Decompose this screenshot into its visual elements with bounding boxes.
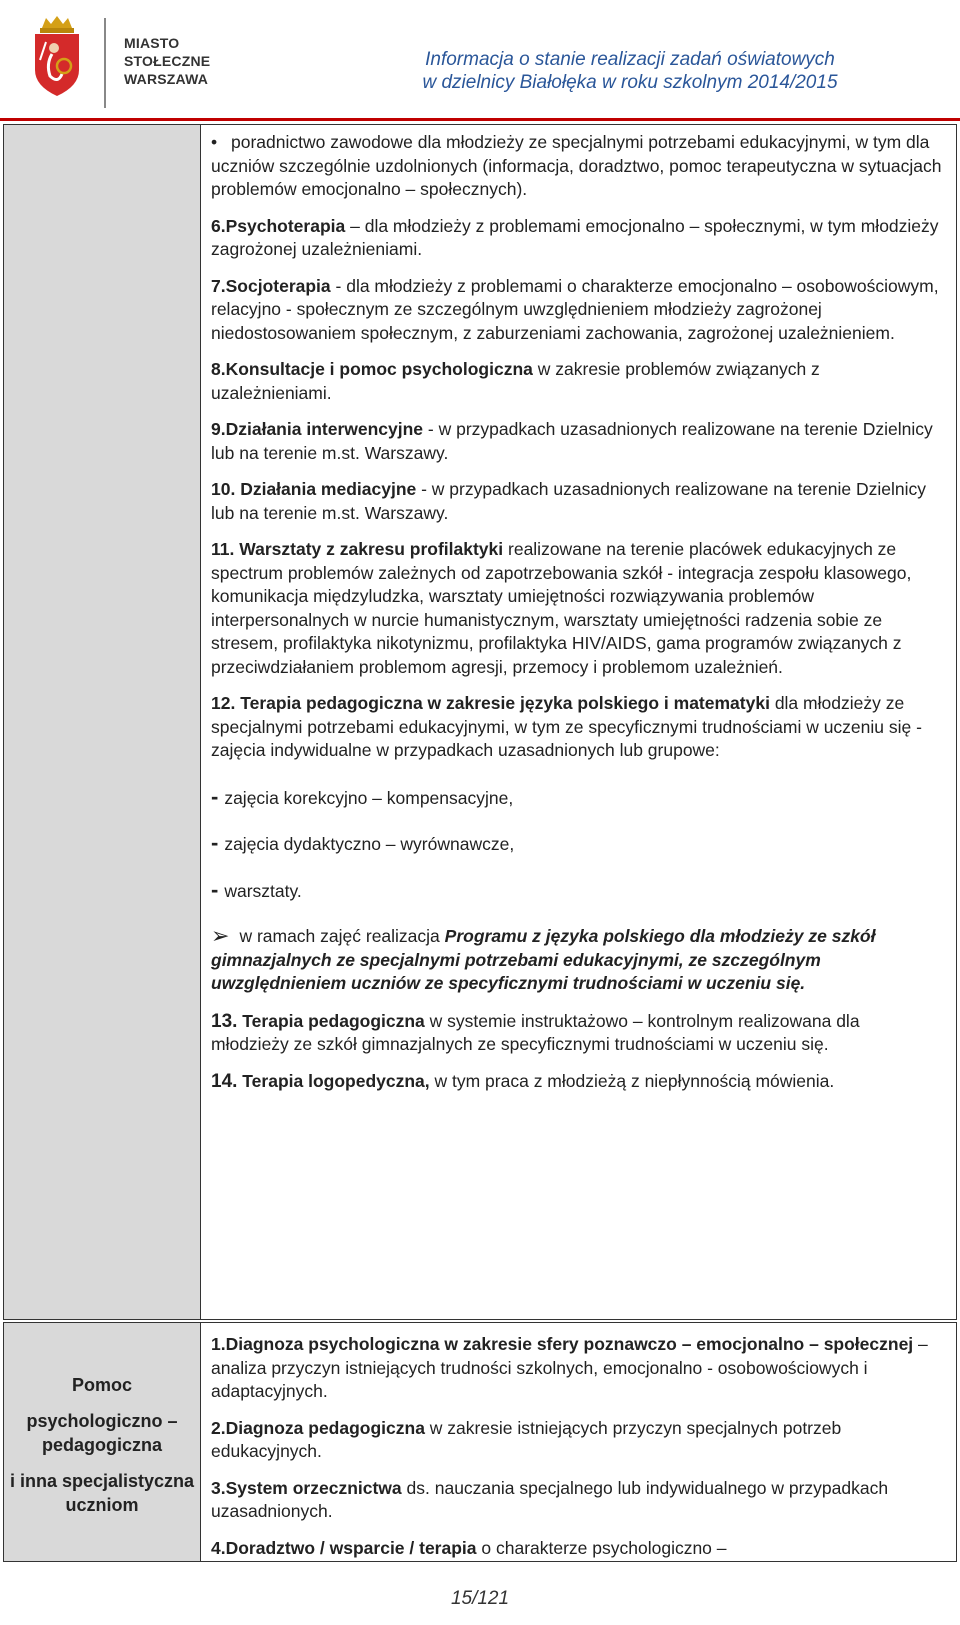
item-text: o charakterze psychologiczno – bbox=[476, 1537, 727, 1558]
item-number: 1. bbox=[211, 1334, 226, 1354]
dash-text: zajęcia dydaktyczno – wyrównawcze, bbox=[224, 834, 515, 854]
header-divider bbox=[104, 18, 106, 108]
item-text: ds. nauczania specjalnego lub indywidualnego w przypadkach uzasadnionych. bbox=[211, 1477, 889, 1521]
city-logo-text bbox=[124, 34, 210, 88]
item-heading: Doradztwo / wsparcie / terapia bbox=[225, 1537, 477, 1558]
item-number: 11. bbox=[211, 539, 235, 559]
item-number: 13. bbox=[211, 1010, 238, 1032]
list-item-12 bbox=[211, 692, 942, 763]
item-heading: Działania interwencyjne bbox=[225, 419, 424, 439]
list-item-1 bbox=[211, 1333, 942, 1404]
dash-item-3 bbox=[211, 878, 942, 904]
list-item-8 bbox=[211, 358, 942, 405]
dash-mark: - bbox=[211, 783, 219, 809]
page-header bbox=[0, 0, 960, 122]
list-item-14 bbox=[211, 1070, 942, 1094]
dash-item-1 bbox=[211, 785, 942, 811]
category-line-3: i inna specjalistyczna uczniom bbox=[9, 1471, 195, 1515]
table-left-cell bbox=[4, 125, 201, 1319]
item-heading: Socjoterapia bbox=[225, 275, 331, 296]
item-heading: Działania mediacyjne bbox=[235, 479, 417, 499]
dash-text: zajęcia korekcyjno – kompensacyjne, bbox=[224, 787, 514, 808]
category-line-1: Pomoc bbox=[71, 1375, 132, 1395]
item-number: 8. bbox=[211, 359, 226, 379]
item-text: – analiza przyczyn istniejących trudności szkolnych, emocjonalno - osobowościowych i adaptacyjnych. bbox=[211, 1334, 928, 1401]
dash-mark: - bbox=[211, 876, 219, 902]
item-heading: Terapia pedagogiczna bbox=[237, 1010, 425, 1031]
document-title-line-2: w dzielnicy Białołęka w roku szkolnym 2014/2015 bbox=[422, 72, 838, 93]
item-heading: Terapia logopedyczna, bbox=[237, 1070, 430, 1091]
item-text: w zakresie problemów związanych z uzależnieniami. bbox=[211, 359, 820, 403]
list-item-10 bbox=[211, 478, 942, 525]
list-item-6 bbox=[211, 215, 942, 262]
list-item-4 bbox=[211, 1537, 942, 1561]
list-item-7 bbox=[211, 275, 942, 346]
list-item-13 bbox=[211, 1010, 942, 1057]
item-number: 14. bbox=[211, 1070, 238, 1092]
list-item-3 bbox=[211, 1477, 942, 1524]
item-number: 10. bbox=[211, 479, 236, 499]
header-red-rule bbox=[0, 118, 960, 121]
item-text: - w przypadkach uzasadnionych realizowane na terenie Dzielnicy lub na terenie m.st. Warszawy. bbox=[211, 479, 926, 523]
item-heading: Diagnoza psychologiczna w zakresie sfery poznawczo – emocjonalno – społecznej bbox=[225, 1334, 914, 1354]
arrow-item-text: w ramach zajęć realizacja bbox=[239, 926, 445, 946]
table-right-cell bbox=[201, 1323, 956, 1561]
item-number: 9. bbox=[211, 419, 226, 439]
list-item-bullet bbox=[211, 131, 942, 202]
item-heading: Terapia pedagogiczna w zakresie języka polskiego i matematyki bbox=[235, 693, 770, 713]
bullet-icon: • bbox=[211, 132, 218, 152]
list-item-9 bbox=[211, 418, 942, 465]
document-title-line-1: Informacja o stanie realizacji zadań oświatowych bbox=[425, 49, 835, 70]
table-row-psychological-help bbox=[3, 1322, 957, 1562]
row-category-label bbox=[4, 1373, 200, 1529]
item-number: 12. bbox=[211, 693, 236, 713]
dash-mark: - bbox=[211, 830, 219, 855]
item-number: 7. bbox=[211, 275, 226, 296]
item-number: 4. bbox=[211, 1537, 226, 1558]
item-text: w systemie instruktażowo – kontrolnym realizowana dla młodzieży ze szkół gimnazjalnych ze specyficznymi trudnościami w uczeniu się. bbox=[211, 1010, 860, 1054]
dash-text: warsztaty. bbox=[224, 880, 302, 901]
warsaw-coat-of-arms-icon bbox=[32, 14, 82, 98]
item-text: w tym praca z młodzieżą z niepłynnością mówienia. bbox=[429, 1070, 835, 1091]
city-line-3: WARSZAWA bbox=[124, 71, 209, 87]
item-heading: Warsztaty z zakresu profilaktyki bbox=[234, 539, 504, 559]
arrow-bullet-icon: ➢ bbox=[211, 923, 230, 948]
city-line-2: STOŁECZNE bbox=[124, 53, 211, 69]
page-number: 15/121 bbox=[450, 1588, 510, 1609]
table-left-cell bbox=[4, 1323, 201, 1561]
item-text: dla młodzieży ze specjalnymi potrzebami edukacyjnymi, w tym ze specyficznymi trudnościami w uczeniu się - zajęcia indywidualne w przypadkach uzasadnionych lub grupowe: bbox=[211, 693, 922, 760]
item-text: - w przypadkach uzasadnionych realizowane na terenie Dzielnicy lub na terenie m.st. Warszawy. bbox=[211, 419, 933, 463]
bullet-text: poradnictwo zawodowe dla młodzieży ze specjalnymi potrzebami edukacyjnymi, w tym dla uczniów szczególnie uzdolnionych (informacja, doradztwo, pomoc terapeutyczna w sytuacjach problemów emocjonalno – społecznych). bbox=[211, 132, 942, 199]
item-heading: Psychoterapia bbox=[225, 215, 346, 236]
item-text: – dla młodzieży z problemami emocjonalno – społecznymi, w tym młodzieży zagrożonej uzależnieniami. bbox=[211, 215, 939, 259]
list-item-2 bbox=[211, 1417, 942, 1464]
item-text: - dla młodzieży z problemami o charakterze emocjonalno – osobowościowym, relacyjno - społecznym ze szczególnym uwzględnieniem młodzieży zagrożonej niedostosowaniem społecznym, z zaburzeniami zachowania, zagrożonej uzależnieniem. bbox=[211, 275, 939, 343]
item-number: 6. bbox=[211, 215, 226, 236]
item-text: w zakresie istniejących przyczyn specjalnych potrzeb edukacyjnych. bbox=[211, 1417, 842, 1461]
table-right-cell bbox=[201, 125, 956, 1319]
program-title: Programu z języka polskiego dla młodzieży ze szkół gimnazjalnych ze specjalnymi potrzebami edukacyjnymi, ze szczególnym uwzględnieniem uczniów ze specyficznymi trudnościami w uczeniu się. bbox=[211, 926, 876, 993]
table-row-offerings-continued bbox=[3, 124, 957, 1320]
category-line-2: psychologiczno – pedagogiczna bbox=[26, 1411, 178, 1455]
item-heading: System orzecznictwa bbox=[225, 1477, 402, 1498]
item-heading: Konsultacje i pomoc psychologiczna bbox=[225, 359, 533, 379]
document-title bbox=[330, 48, 930, 94]
item-text: realizowane na terenie placówek edukacyjnych ze spectrum problemów zależnych od zapotrzebowania szkół - integracja zespołu klasowego, komunikacja międzyludzka, warsztaty umiejętności rozwiązywania problemów interpersonalnych w nurcie humanistycznym, warsztaty umiejętności radzenia sobie ze stresem, profilaktyka nikotynizmu, profilaktyka HIV/AIDS, gama programów związanych z przeciwdziałaniem problemom agresji, przemocy i problemom uzależnień. bbox=[211, 539, 912, 677]
item-heading: Diagnoza pedagogiczna bbox=[225, 1417, 425, 1438]
arrow-item-program bbox=[211, 924, 942, 996]
list-item-11 bbox=[211, 538, 942, 679]
city-line-1: MIASTO bbox=[124, 35, 180, 51]
dash-item-2 bbox=[211, 831, 942, 857]
item-number: 2. bbox=[211, 1417, 226, 1438]
item-number: 3. bbox=[211, 1477, 226, 1498]
